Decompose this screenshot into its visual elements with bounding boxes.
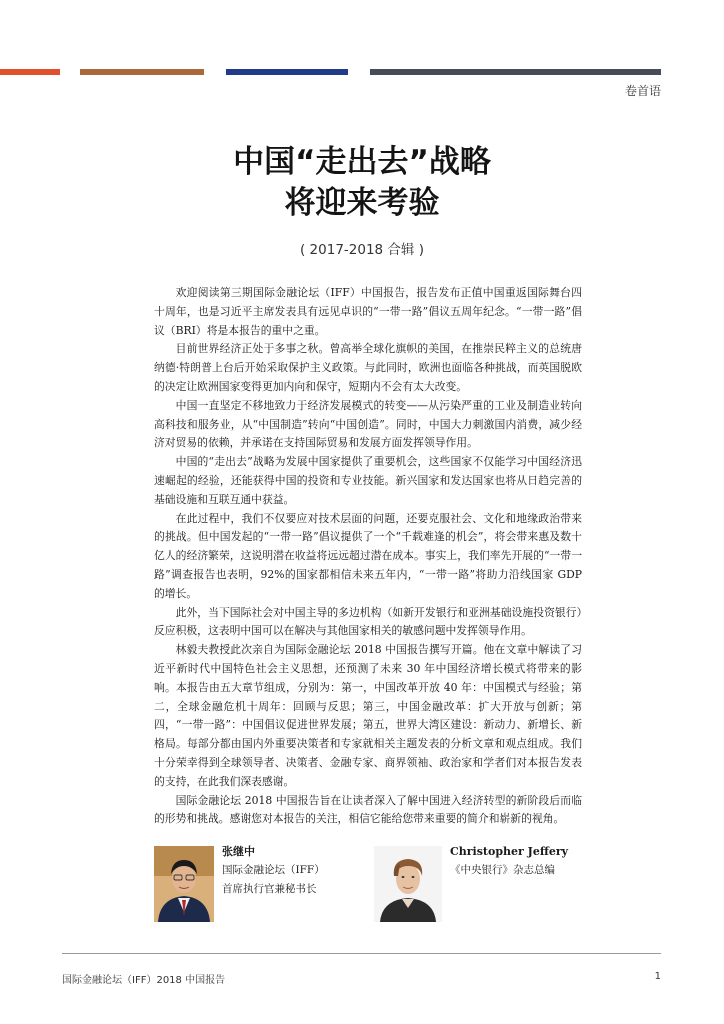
paragraph: 中国的“走出去”战略为发展中国家提供了重要机会，这些国家不仅能学习中国经济迅速崛起的经验，还能获得中国的投资和专业技能。新兴国家和发达国家也将从日趋完善的基础设施和互联互通中获益。 — [154, 455, 582, 506]
paragraph: 欢迎阅读第三期国际金融论坛（IFF）中国报告，报告发布正值中国重返国际舞台四十周年，也是习近平主席发表具有远见卓识的“一带一路”倡议五周年纪念。“一带一路”倡议（BRI）将是本报告的重中之重。 — [154, 286, 582, 337]
portrait-icon — [154, 846, 214, 922]
paragraph: 此外，当下国际社会对中国主导的多边机构（如新开发银行和亚洲基础设施投资银行）反应积极，这表明中国可以在解决与其他国家相关的敏感问题中发挥领导作用。 — [154, 605, 582, 638]
portrait-icon — [374, 846, 442, 922]
author-card — [374, 842, 584, 924]
author-role: 首席执行官兼秘书长 — [222, 883, 317, 895]
footer-divider — [62, 953, 661, 954]
author-photo — [374, 846, 442, 922]
header-bar-navy — [226, 69, 348, 75]
page-subtitle: ( 2017-2018 合辑 ) — [300, 242, 424, 258]
paragraph: 国际金融论坛 2018 中国报告旨在让读者深入了解中国进入经济转型的新阶段后而临的形势和挑战。感谢您对本报告的关注，相信它能给您带来重要的简介和崭新的视角。 — [154, 793, 582, 826]
author-details — [450, 842, 568, 880]
page-title — [0, 142, 724, 224]
paragraph: 中国一直坚定不移地致力于经济发展模式的转变——从污染严重的工业及制造业转向高科技和服务业，从“中国制造”转向“中国创造”。同时，中国大力刺激国内消费，减少经济对贸易的依赖，并承诺在支持国际贸易和发展方面发挥领导作用。 — [154, 398, 582, 450]
page-title-line-2: 将迎来考验 — [284, 185, 440, 221]
page-number: 1 — [654, 971, 661, 982]
footer-publication: 国际金融论坛（IFF）2018 中国报告 — [62, 975, 226, 986]
section-label: 卷首语 — [624, 84, 661, 98]
article-body — [154, 284, 582, 829]
header-bar-gray — [370, 69, 661, 75]
header-bar-brown — [80, 69, 204, 75]
author-organization: 国际金融论坛（IFF） — [222, 864, 325, 876]
paragraph: 目前世界经济正处于多事之秋。曾高举全球化旗帜的美国，在推崇民粹主义的总统唐纳德·特朗普上台后开始采取保护主义政策。与此同时，欧洲也面临各种挑战，而英国脱欧的决定让欧洲国家变得更加内向和保守，短期内不会有太大改变。 — [154, 342, 582, 393]
author-name: 张继中 — [222, 845, 255, 858]
header-color-bars — [0, 69, 724, 75]
page-title-line-1: 中国“走出去”战略 — [233, 144, 491, 180]
author-name: Christopher Jeffery — [450, 845, 569, 858]
header-bar-orange — [0, 69, 60, 75]
author-organization: 《中央银行》杂志总编 — [450, 864, 555, 876]
author-signatures — [154, 842, 584, 928]
author-card — [154, 842, 364, 924]
author-photo — [154, 846, 214, 922]
author-details — [222, 842, 325, 899]
paragraph: 在此过程中，我们不仅要应对技术层面的问题，还要克服社会、文化和地缘政治带来的挑战。但中国发起的“一带一路”倡议提供了一个“千载难逢的机会”，将会带来惠及数十亿人的经济繁荣，这说明潜在收益将远远超过潜在成本。事实上，我们率先开展的“一带一路”调查报告也表明，92%的国家都相信未来五年内，“一带一路”将助力沿线国家 GDP 的增长。 — [154, 511, 582, 600]
paragraph: 林毅夫教授此次亲自为国际金融论坛 2018 中国报告撰写开篇。他在文章中解读了习近平新时代中国特色社会主义思想，还预测了未来 30 年中国经济增长模式将带来的影响。本报告由五大章节组成，分别为：第一，中国改革开放 40 年：中国模式与经验；第二，全球金融危机十周年：回顾与反思；第三，中国金融改革：扩大开放与创新；第四，“一带一路”：中国倡议促进世界发展；第五，世界大湾区建设：新动力、新增长、新格局。每部分都由国内外重要决策者和专家就相关主题发表的分析文章和观点组成。我们十分荣幸得到全球领导者、决策者、金融专家、商界领袖、政治家和学者们对本报告发表的支持，在此我们深表感谢。 — [154, 643, 582, 788]
